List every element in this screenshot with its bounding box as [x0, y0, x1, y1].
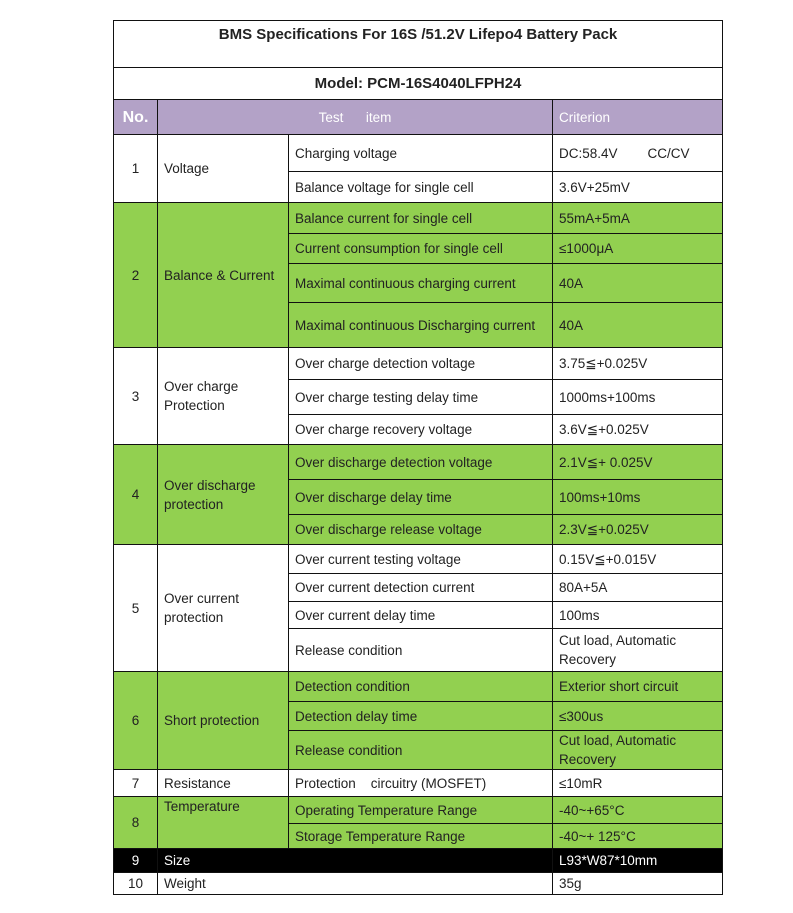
criterion-value: 35g	[553, 873, 723, 895]
test-item: Charging voltage	[289, 135, 553, 172]
criterion-value: ≤10mR	[553, 770, 723, 797]
row-number: 1	[114, 135, 158, 203]
criterion-value: 100ms+10ms	[553, 480, 723, 515]
criterion-value: L93*W87*10mm	[553, 849, 723, 873]
table-row	[114, 348, 723, 380]
test-item: Over charge testing delay time	[289, 380, 553, 415]
criterion-value: Cut load, Automatic Recovery	[553, 731, 723, 770]
model-label: Model: PCM-16S4040LFPH24	[114, 68, 723, 100]
test-item: Storage Temperature Range	[289, 824, 553, 849]
test-category: Weight	[158, 873, 553, 895]
criterion-value: 80A+5A	[553, 574, 723, 602]
criterion-value: ≤300us	[553, 702, 723, 731]
test-item: Balance voltage for single cell	[289, 172, 553, 203]
row-number: 3	[114, 348, 158, 445]
criterion-value: -40~+65°C	[553, 797, 723, 824]
table-row	[114, 203, 723, 234]
criterion-value: 40A	[553, 303, 723, 348]
test-item: Maximal continuous Discharging current	[289, 303, 553, 348]
criterion-value: 2.1V≦+ 0.025V	[553, 445, 723, 480]
document-title: BMS Specifications For 16S /51.2V Lifepo4 Battery Pack	[114, 21, 723, 68]
header-row	[114, 100, 723, 135]
criterion-value: 3.75≦+0.025V	[553, 348, 723, 380]
row-number: 2	[114, 203, 158, 348]
criterion-value: 55mA+5mA	[553, 203, 723, 234]
test-item: Over current testing voltage	[289, 545, 553, 574]
criterion-value: 40A	[553, 264, 723, 303]
test-category: Over discharge protection	[158, 445, 289, 545]
table-row	[114, 797, 723, 824]
criterion-value: Exterior short circuit	[553, 672, 723, 702]
table-row	[114, 672, 723, 702]
test-item: Protection circuitry (MOSFET)	[289, 770, 553, 797]
table-row	[114, 770, 723, 797]
row-number: 6	[114, 672, 158, 770]
test-item: Balance current for single cell	[289, 203, 553, 234]
test-item: Over charge recovery voltage	[289, 415, 553, 445]
spec-table	[113, 20, 723, 895]
test-item: Over discharge delay time	[289, 480, 553, 515]
test-item: Over discharge detection voltage	[289, 445, 553, 480]
criterion-value: 1000ms+100ms	[553, 380, 723, 415]
table-row	[114, 873, 723, 895]
test-item: Detection condition	[289, 672, 553, 702]
criterion-value: ≤1000μA	[553, 234, 723, 264]
row-number: 10	[114, 873, 158, 895]
test-category: Over current protection	[158, 545, 289, 672]
criterion-value: 0.15V≦+0.015V	[553, 545, 723, 574]
table-row	[114, 545, 723, 574]
test-item: Over charge detection voltage	[289, 348, 553, 380]
test-category: Balance & Current	[158, 203, 289, 348]
test-item: Over discharge release voltage	[289, 515, 553, 545]
criterion-value: -40~+ 125°C	[553, 824, 723, 849]
test-category: Temperature	[158, 797, 289, 849]
table-row	[114, 849, 723, 873]
row-number: 9	[114, 849, 158, 873]
table-row	[114, 135, 723, 172]
criterion-value: 2.3V≦+0.025V	[553, 515, 723, 545]
criterion-value: DC:58.4V CC/CV	[553, 135, 723, 172]
test-item: Release condition	[289, 629, 553, 672]
row-number: 5	[114, 545, 158, 672]
test-item: Release condition	[289, 731, 553, 770]
test-category: Resistance	[158, 770, 289, 797]
test-item: Over current detection current	[289, 574, 553, 602]
test-item: Detection delay time	[289, 702, 553, 731]
row-number: 8	[114, 797, 158, 849]
row-number: 4	[114, 445, 158, 545]
header-test-item: Test item	[158, 100, 553, 135]
test-item: Over current delay time	[289, 602, 553, 629]
test-category: Over charge Protection	[158, 348, 289, 445]
test-category: Voltage	[158, 135, 289, 203]
test-category: Size	[158, 849, 553, 873]
test-item: Operating Temperature Range	[289, 797, 553, 824]
criterion-value: 3.6V≦+0.025V	[553, 415, 723, 445]
test-item: Maximal continuous charging current	[289, 264, 553, 303]
row-number: 7	[114, 770, 158, 797]
criterion-value: 3.6V+25mV	[553, 172, 723, 203]
header-no: No.	[114, 100, 158, 135]
header-criterion: Criterion	[553, 100, 723, 135]
test-category: Short protection	[158, 672, 289, 770]
test-item: Current consumption for single cell	[289, 234, 553, 264]
criterion-value: Cut load, Automatic Recovery	[553, 629, 723, 672]
table-row	[114, 445, 723, 480]
criterion-value: 100ms	[553, 602, 723, 629]
